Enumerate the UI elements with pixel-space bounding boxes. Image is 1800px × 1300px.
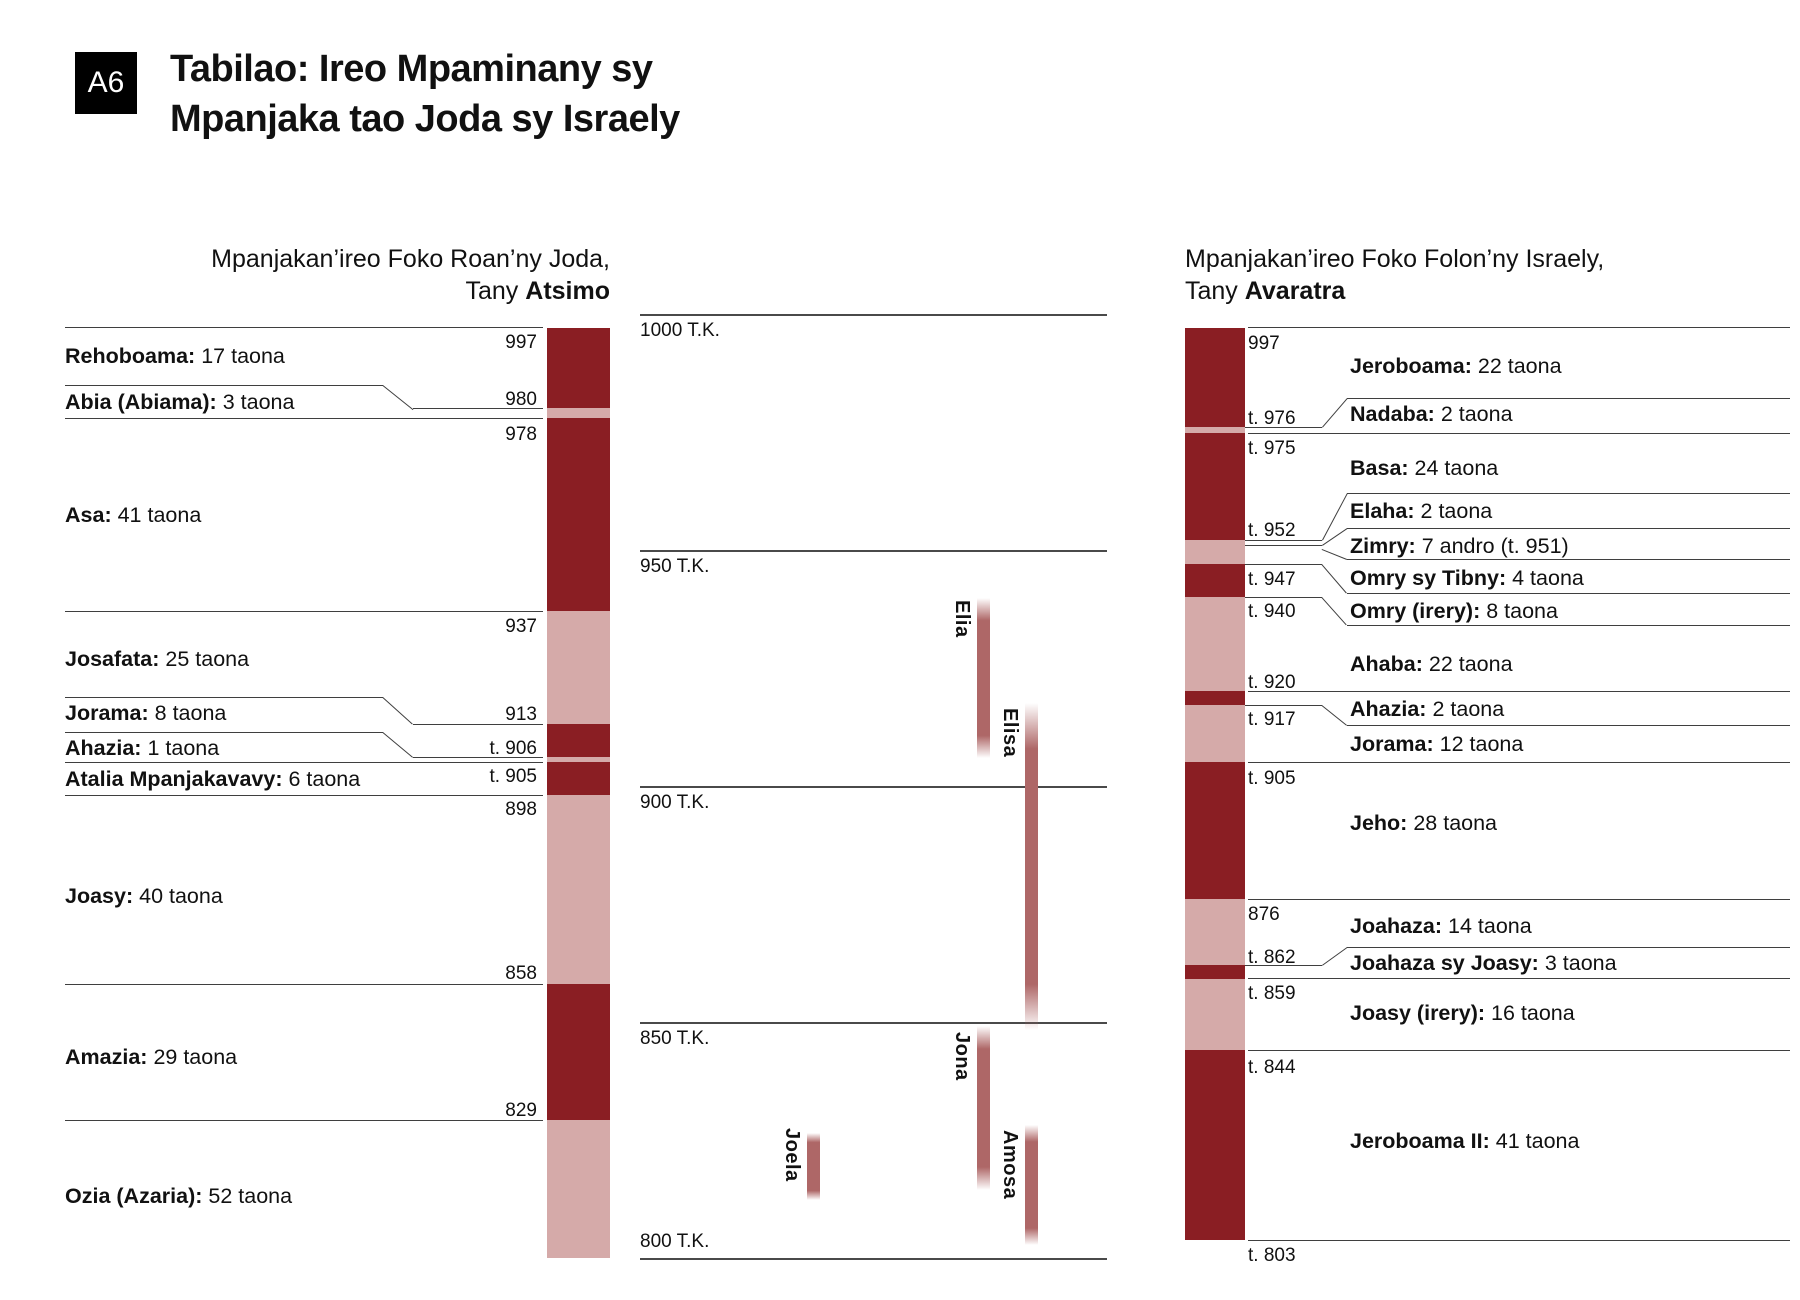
king-detail: 12 taona bbox=[1439, 732, 1524, 756]
timeline-tick-1000: 1000 T.K. bbox=[640, 320, 720, 341]
king-detail: 28 taona bbox=[1413, 811, 1498, 835]
timeline-line-950 bbox=[640, 550, 1107, 552]
israel-line-omry-tibny bbox=[1347, 559, 1790, 560]
reign-segment-ozia bbox=[547, 1120, 610, 1258]
king-detail: 8 taona bbox=[1486, 599, 1558, 623]
reign-segment-josafata bbox=[547, 611, 610, 724]
judah-heading-line2 bbox=[180, 275, 610, 307]
israel-heading-prefix: Tany bbox=[1185, 277, 1245, 305]
king-detail: 29 taona bbox=[153, 1045, 238, 1069]
reign-segment-ahazia-israel bbox=[1185, 691, 1245, 705]
king-detail: 24 taona bbox=[1414, 456, 1499, 480]
king-name: Jeroboama II: bbox=[1350, 1129, 1490, 1153]
israel-line-joahaza-joasy bbox=[1347, 947, 1790, 948]
king-name: Amazia: bbox=[65, 1045, 148, 1069]
king-name: Zimry: bbox=[1350, 534, 1416, 558]
israel-king-zimry bbox=[1350, 534, 1569, 559]
judah-line-997 bbox=[65, 327, 543, 328]
king-detail: 6 taona bbox=[288, 767, 361, 791]
israel-year-975: t. 975 bbox=[1248, 438, 1296, 459]
reign-segment-jeho bbox=[1185, 762, 1245, 899]
king-name: Nadaba: bbox=[1350, 402, 1435, 426]
reign-segment-joasy-irery bbox=[1185, 979, 1245, 1050]
israel-king-omry-irery bbox=[1350, 599, 1558, 624]
judah-line-905 bbox=[65, 762, 543, 763]
judah-bar bbox=[547, 328, 610, 1258]
king-name: Omry sy Tibny: bbox=[1350, 566, 1507, 590]
israel-heading bbox=[1185, 243, 1705, 307]
reign-segment-rehoboama bbox=[547, 328, 610, 408]
israel-year-844: t. 844 bbox=[1248, 1057, 1296, 1078]
prophet-label-jona: Jona bbox=[951, 1032, 973, 1081]
judah-year-997: 997 bbox=[505, 332, 537, 353]
israel-line-905 bbox=[1248, 762, 1790, 763]
israel-line-nadaba bbox=[1347, 398, 1790, 399]
israel-diag-elaha bbox=[1322, 493, 1348, 540]
judah-year-898: 898 bbox=[505, 799, 537, 820]
israel-heading-line2 bbox=[1185, 275, 1705, 307]
reign-segment-joasy bbox=[547, 795, 610, 984]
judah-diag-ahazia bbox=[382, 732, 413, 758]
king-name: Joasy: bbox=[65, 884, 134, 908]
israel-line-975 bbox=[1248, 433, 1790, 434]
judah-heading-region: Atsimo bbox=[525, 277, 610, 305]
israel-stub-947 bbox=[1245, 564, 1322, 565]
israel-king-joahaza bbox=[1350, 914, 1532, 939]
king-detail: 14 taona bbox=[1448, 914, 1532, 938]
judah-year-905: t. 905 bbox=[489, 766, 537, 787]
israel-diag-nadaba bbox=[1322, 398, 1348, 427]
israel-stub-917 bbox=[1245, 705, 1322, 706]
israel-diag-ahaba bbox=[1321, 597, 1346, 625]
king-name: Joahaza: bbox=[1350, 914, 1443, 938]
israel-year-803: t. 803 bbox=[1248, 1245, 1296, 1266]
king-name: Abia (Abiama): bbox=[65, 390, 217, 414]
judah-king-ahazia bbox=[65, 736, 219, 761]
king-name: Atalia Mpanjakavavy: bbox=[65, 767, 283, 791]
king-detail: 7 andro (t. 951) bbox=[1421, 534, 1569, 558]
reign-segment-basa bbox=[1185, 433, 1245, 540]
israel-year-920: t. 920 bbox=[1248, 672, 1296, 693]
judah-line-jorama bbox=[65, 697, 383, 698]
king-name: Joahaza sy Joasy: bbox=[1350, 951, 1539, 975]
prophet-label-amosa: Amosa bbox=[999, 1130, 1021, 1200]
israel-year-976: t. 976 bbox=[1248, 408, 1296, 429]
reign-segment-amazia bbox=[547, 984, 610, 1120]
judah-king-atalia bbox=[65, 767, 360, 792]
israel-year-997: 997 bbox=[1248, 333, 1280, 354]
judah-line-abia bbox=[65, 385, 383, 386]
judah-line-ahazia bbox=[65, 732, 383, 733]
reign-segment-omry bbox=[1185, 564, 1245, 597]
judah-heading bbox=[180, 243, 610, 307]
israel-heading-line1: Mpanjakan’ireo Foko Folon’ny Israely, bbox=[1185, 245, 1605, 273]
timeline-tick-800: 800 T.K. bbox=[640, 1231, 710, 1252]
king-detail: 16 taona bbox=[1491, 1001, 1575, 1025]
king-detail: 2 taona bbox=[1420, 499, 1493, 523]
reign-segment-jorama-israel bbox=[1185, 705, 1245, 762]
israel-diag-jorama bbox=[1321, 705, 1347, 726]
king-detail: 22 taona bbox=[1477, 354, 1562, 378]
page-title-line1: Tabilao: Ireo Mpaminany sy bbox=[170, 48, 653, 90]
judah-line-898 bbox=[65, 795, 543, 796]
king-detail: 8 taona bbox=[154, 701, 227, 725]
king-name: Ahaba: bbox=[1350, 652, 1423, 676]
king-name: Jeroboama: bbox=[1350, 354, 1472, 378]
israel-diag-omry-tibny bbox=[1322, 549, 1347, 560]
king-name: Jeho: bbox=[1350, 811, 1408, 835]
king-detail: 1 taona bbox=[147, 736, 220, 760]
judah-king-amazia bbox=[65, 1045, 237, 1070]
reign-segment-ahaba bbox=[1185, 597, 1245, 691]
prophet-bar-jona bbox=[977, 1026, 990, 1190]
israel-king-jeroboama-ii bbox=[1350, 1129, 1579, 1154]
judah-heading-line1: Mpanjakan’ireo Foko Roan’ny Joda, bbox=[211, 245, 610, 273]
israel-diag-joahaza-joasy bbox=[1322, 947, 1348, 966]
prophet-bar-joela bbox=[807, 1133, 820, 1200]
king-detail: 40 taona bbox=[139, 884, 223, 908]
judah-king-asa bbox=[65, 503, 201, 528]
israel-king-elaha bbox=[1350, 499, 1492, 524]
israel-line-876 bbox=[1248, 899, 1790, 900]
israel-line-920 bbox=[1248, 691, 1790, 692]
israel-king-omry-tibny bbox=[1350, 566, 1584, 591]
judah-heading-prefix: Tany bbox=[465, 277, 526, 305]
israel-year-905: t. 905 bbox=[1248, 768, 1296, 789]
king-name: Basa: bbox=[1350, 456, 1409, 480]
page-title-line2: Mpanjaka tao Joda sy Israely bbox=[170, 98, 680, 140]
king-detail: 3 taona bbox=[222, 390, 295, 414]
king-detail: 25 taona bbox=[165, 647, 250, 671]
israel-line-omry-irery bbox=[1347, 593, 1790, 594]
israel-year-940: t. 940 bbox=[1248, 601, 1296, 622]
reign-segment-jorama bbox=[547, 724, 610, 757]
reign-segment-asa bbox=[547, 418, 610, 611]
israel-king-ahazia bbox=[1350, 697, 1504, 722]
israel-year-917: t. 917 bbox=[1248, 709, 1296, 730]
israel-heading-region: Avaratra bbox=[1244, 277, 1346, 305]
prophet-bar-elia bbox=[977, 598, 990, 758]
king-name: Omry (irery): bbox=[1350, 599, 1481, 623]
israel-king-basa bbox=[1350, 456, 1498, 481]
king-name: Elaha: bbox=[1350, 499, 1415, 523]
israel-line-zimry bbox=[1347, 528, 1790, 529]
timeline-tick-850: 850 T.K. bbox=[640, 1028, 710, 1049]
king-detail: 22 taona bbox=[1428, 652, 1513, 676]
israel-king-joasy-irery bbox=[1350, 1001, 1575, 1026]
israel-king-jeroboama bbox=[1350, 354, 1562, 379]
king-name: Josafata: bbox=[65, 647, 160, 671]
king-name: Joasy (irery): bbox=[1350, 1001, 1486, 1025]
prophet-label-elisa: Elisa bbox=[999, 708, 1021, 758]
israel-year-859: t. 859 bbox=[1248, 983, 1296, 1004]
israel-year-876: 876 bbox=[1248, 904, 1280, 925]
reign-segment-elaha-zimry-tibny bbox=[1185, 540, 1245, 564]
israel-king-ahaba bbox=[1350, 652, 1513, 677]
king-name: Ahazia: bbox=[1350, 697, 1427, 721]
judah-year-906: t. 906 bbox=[489, 738, 537, 759]
king-detail: 52 taona bbox=[208, 1184, 293, 1208]
judah-year-858: 858 bbox=[505, 963, 537, 984]
judah-year-829: 829 bbox=[505, 1100, 537, 1121]
reign-segment-atalia bbox=[547, 762, 610, 795]
reign-segment-joahaza-joasy bbox=[1185, 965, 1245, 979]
timeline-tick-900: 900 T.K. bbox=[640, 792, 710, 813]
israel-line-803 bbox=[1248, 1240, 1790, 1241]
king-name: Jorama: bbox=[65, 701, 149, 725]
king-detail: 2 taona bbox=[1432, 697, 1505, 721]
israel-line-elaha bbox=[1347, 493, 1790, 494]
judah-diag-abia bbox=[382, 385, 413, 410]
reign-segment-joahaza bbox=[1185, 899, 1245, 965]
king-name: Ahazia: bbox=[65, 736, 142, 760]
king-name: Rehoboama: bbox=[65, 344, 196, 368]
israel-stub-940 bbox=[1245, 597, 1322, 598]
israel-king-jorama bbox=[1350, 732, 1523, 757]
judah-king-joasy bbox=[65, 884, 223, 909]
israel-stub-951 bbox=[1245, 545, 1322, 546]
israel-king-nadaba bbox=[1350, 402, 1513, 427]
israel-year-947: t. 947 bbox=[1248, 569, 1296, 590]
judah-king-ozia bbox=[65, 1184, 292, 1209]
king-detail: 41 taona bbox=[1495, 1129, 1580, 1153]
king-detail: 2 taona bbox=[1440, 402, 1513, 426]
page-title bbox=[170, 44, 680, 144]
appendix-badge: A6 bbox=[75, 52, 137, 114]
prophet-bar-elisa bbox=[1025, 703, 1038, 1030]
timeline-line-1000 bbox=[640, 314, 1107, 316]
israel-king-jeho bbox=[1350, 811, 1497, 836]
israel-line-844 bbox=[1248, 1050, 1790, 1051]
israel-year-952: t. 952 bbox=[1248, 520, 1296, 541]
israel-diag-omry-irery bbox=[1321, 564, 1347, 593]
judah-king-rehoboama bbox=[65, 344, 285, 369]
israel-line-jorama bbox=[1347, 725, 1790, 726]
king-name: Ozia (Azaria): bbox=[65, 1184, 203, 1208]
judah-king-abia bbox=[65, 390, 294, 415]
king-name: Jorama: bbox=[1350, 732, 1434, 756]
reign-segment-jeroboama bbox=[1185, 328, 1245, 427]
judah-year-980: 980 bbox=[505, 389, 537, 410]
judah-diag-jorama bbox=[382, 697, 412, 725]
king-detail: 41 taona bbox=[117, 503, 202, 527]
judah-line-937 bbox=[65, 611, 543, 612]
king-name: Asa: bbox=[65, 503, 112, 527]
reign-segment-jeroboama-ii bbox=[1185, 1050, 1245, 1240]
timeline-tick-950: 950 T.K. bbox=[640, 556, 710, 577]
judah-year-978: 978 bbox=[505, 424, 537, 445]
israel-line-859 bbox=[1248, 978, 1790, 979]
prophet-label-joela: Joela bbox=[781, 1128, 803, 1182]
israel-line-ahaba bbox=[1347, 625, 1790, 626]
judah-king-jorama bbox=[65, 701, 226, 726]
israel-king-joahaza-joasy bbox=[1350, 951, 1617, 976]
judah-king-josafata bbox=[65, 647, 249, 672]
king-detail: 4 taona bbox=[1512, 566, 1584, 590]
prophet-label-elia: Elia bbox=[951, 600, 973, 638]
king-detail: 17 taona bbox=[201, 344, 285, 368]
israel-year-862: t. 862 bbox=[1248, 947, 1296, 968]
judah-year-913: 913 bbox=[505, 704, 537, 725]
judah-line-978 bbox=[65, 418, 543, 419]
reign-segment-abia bbox=[547, 408, 610, 418]
king-detail: 3 taona bbox=[1544, 951, 1617, 975]
judah-year-937: 937 bbox=[505, 616, 537, 637]
prophet-bar-amosa bbox=[1025, 1125, 1038, 1245]
timeline-line-800 bbox=[640, 1258, 1107, 1260]
israel-line-997 bbox=[1248, 327, 1790, 328]
israel-bar bbox=[1185, 328, 1245, 1240]
